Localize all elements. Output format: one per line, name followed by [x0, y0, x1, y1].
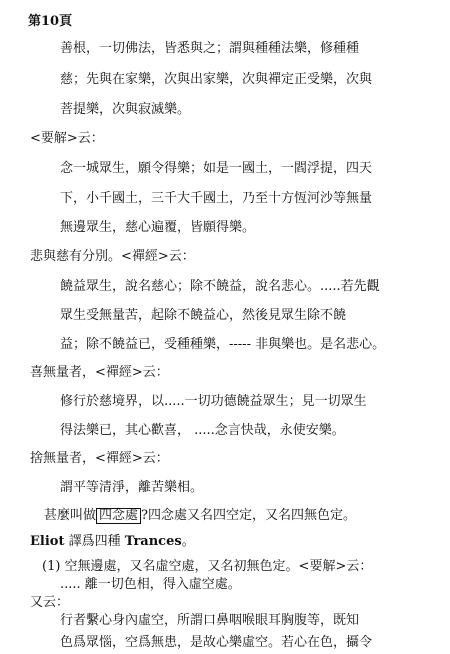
section-heading: <要解>云： — [30, 131, 104, 146]
text-line: 謂平等清淨，離苦樂相。 — [60, 480, 204, 495]
section-heading: 喜無量者，<禪經>云： — [30, 365, 169, 380]
boxed-term: 四念處 — [96, 508, 141, 524]
text-line: 善根，一切佛法，皆悉與之；謂與種種法樂，修種種 — [60, 41, 360, 56]
text-line: 慈；先與在家樂，次與出家樂，次與禪定正受樂，次與 — [60, 72, 373, 87]
text-line: 饒益眾生，說名慈心；除不饒益，說名悲心。.....若先觀 — [60, 279, 380, 294]
trances-term: Trances — [124, 534, 182, 549]
text-line: 得法樂已，其心歡喜， .....念言快哉，永使安樂。 — [60, 423, 345, 438]
eliot-end: 。 — [181, 534, 195, 549]
text-line: 色爲眾惱，空爲無患，是故心樂虛空。若心在色，攝令 — [60, 635, 373, 650]
section-heading: 捨無量者，<禪經>云： — [30, 451, 169, 466]
text-line: 眾生受無量苦，起除不饒益心，然後見眾生除不饒 — [60, 308, 347, 323]
list-item: (1) 空無邊處，又名虛空處，又名初無色定。<要解>云： — [42, 559, 373, 574]
text-line: 行者繫心身內虛空，所謂口鼻咽喉眼耳胸腹等，既知 — [60, 613, 360, 628]
eliot-name: Eliot — [30, 534, 65, 549]
eliot-line — [30, 535, 195, 548]
text-line: 下，小千國土，三千大千國土，乃至十方恆河沙等無量 — [60, 191, 373, 206]
text-line: ..... 離一切色相，得入虛空處。 — [60, 577, 241, 592]
question-suffix: ?四念處又名四空定，又名四無色定。 — [141, 508, 357, 523]
eliot-mid: 譯爲四種 — [64, 534, 125, 549]
text-line: 念一城眾生，願令得樂；如是一國土，一閻浮提，四天 — [60, 161, 373, 176]
text-line: 益；除不饒益已，受種種樂，----- 非與樂也。是名悲心。 — [60, 337, 386, 352]
text-line: 修行於慈境界，以.....一切功德饒益眾生；見一切眾生 — [60, 394, 367, 409]
page-number: 第10頁 — [28, 14, 73, 29]
text-line: 無邊眾生，慈心遍覆，皆願得樂。 — [60, 220, 256, 235]
section-heading: 又云： — [30, 595, 70, 610]
question-prefix: 甚麼叫做 — [44, 508, 97, 523]
text-line: 菩提樂，次與寂滅樂。 — [60, 102, 191, 117]
section-heading: 悲與慈有分別。<禪經>云： — [30, 249, 195, 264]
question-line — [44, 508, 356, 524]
